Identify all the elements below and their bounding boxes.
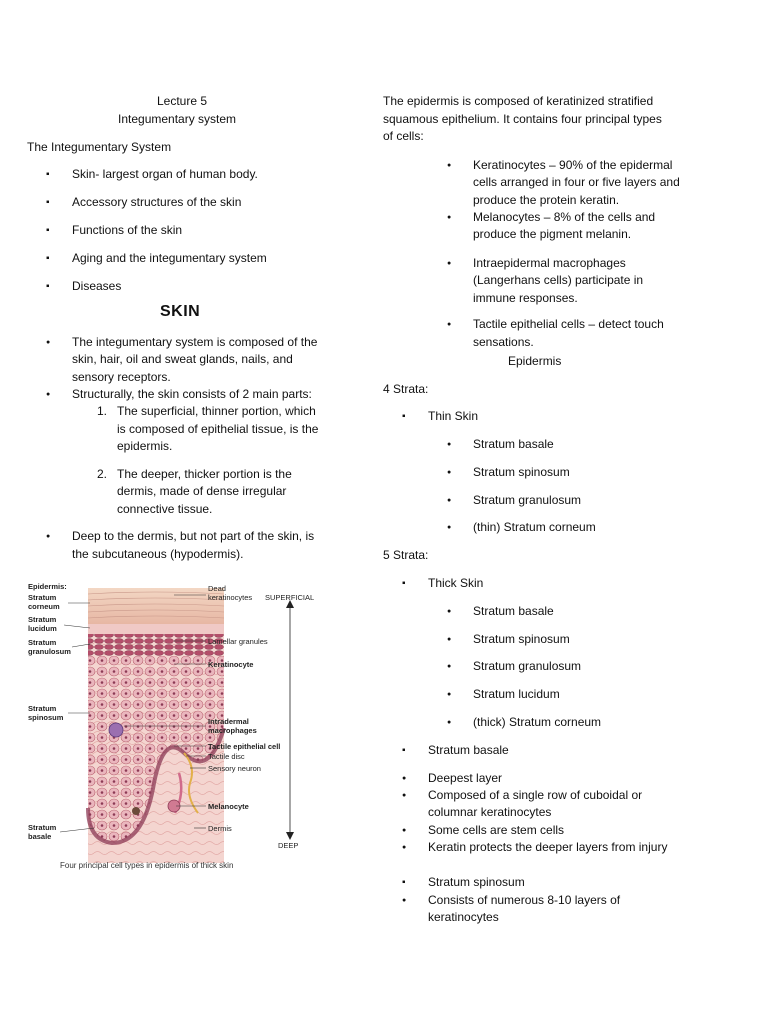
strata-4-label: 4 Strata: <box>383 382 429 396</box>
text-line: sensations. <box>473 335 534 349</box>
list-item: ● Stratum granulosum <box>473 658 581 675</box>
superficial-label: SUPERFICIAL <box>265 593 315 602</box>
text-line: The epidermis is composed of keratinized stratified <box>383 94 654 108</box>
item-number: 1. <box>97 404 108 418</box>
list-item: ● Stratum basale <box>473 436 554 453</box>
figure-label: keratinocytes <box>208 593 253 602</box>
text-line: (Langerhans cells) participate in <box>473 273 644 287</box>
text-line: columnar keratinocytes <box>428 805 552 819</box>
figure-label: lucidum <box>28 624 57 633</box>
figure-label: spinosum <box>28 713 64 722</box>
stratum-corneum-region <box>88 588 224 624</box>
section-title: The Integumentary System <box>27 140 172 154</box>
list-item: ● Some cells are stem cells <box>428 822 564 839</box>
list-item: ● (thin) Stratum corneum <box>473 519 596 536</box>
figure-label: Epidermis: <box>28 582 67 591</box>
text-line: immune responses. <box>473 291 578 305</box>
skin-heading: SKIN <box>160 303 201 320</box>
figure-caption: Four principal cell types in epidermis of thick skin <box>60 861 234 870</box>
text-line: sensory receptors. <box>72 370 171 384</box>
figure-label: corneum <box>28 602 60 611</box>
figure-label: Stratum <box>28 615 57 624</box>
list-item: ● Stratum spinosum <box>473 464 570 481</box>
text-line: dermis, made of dense irregular <box>117 484 287 498</box>
figure-label: macrophages <box>208 726 257 735</box>
item-number: 2. <box>97 467 108 481</box>
text-line: cells arranged in four or five layers and <box>473 175 680 189</box>
list-item: ● Deepest layer <box>428 770 502 787</box>
text-line: ● Deep to the dermis, but not part of the skin, is <box>72 528 314 545</box>
list-item: ▪ Accessory structures of the skin <box>72 194 241 211</box>
figure-label: Dermis <box>208 824 232 833</box>
figure-label: Stratum <box>28 704 57 713</box>
text-line: produce the protein keratin. <box>473 193 620 207</box>
list-item: ● Intraepidermal macrophages <box>473 255 626 272</box>
list-item: ● Melanocytes – 8% of the cells and <box>473 209 655 226</box>
figure-label: Lamellar granules <box>208 637 268 646</box>
strata-5-label: 5 Strata: <box>383 548 429 562</box>
list-item: ● Stratum granulosum <box>473 492 581 509</box>
figure-label: Stratum <box>28 593 57 602</box>
thin-skin-label: ▪ Thin Skin <box>428 408 478 425</box>
thick-skin-label: ▪ Thick Skin <box>428 575 483 592</box>
figure-label: Tactile disc <box>208 752 245 761</box>
list-item: ● Keratinocytes – 90% of the epidermal <box>473 157 672 174</box>
figure-label: Melanocyte <box>208 802 249 811</box>
figure-label: Stratum <box>28 638 57 647</box>
figure-label: Intradermal <box>208 717 249 726</box>
text-line: The superficial, thinner portion, which <box>117 404 316 418</box>
figure-label: Stratum <box>28 823 57 832</box>
text-line: produce the pigment melanin. <box>473 227 632 241</box>
list-item: ● Stratum spinosum <box>473 631 570 648</box>
list-item: ● Keratin protects the deeper layers from injury <box>428 839 667 856</box>
text-line: of cells: <box>383 129 424 143</box>
list-item: ● Stratum basale <box>473 603 554 620</box>
list-item: ● Tactile epithelial cells – detect touch <box>473 316 664 333</box>
epidermis-heading: Epidermis <box>508 354 562 368</box>
lecture-subject: Integumentary system <box>118 112 237 126</box>
text-line: epidermis. <box>117 439 173 453</box>
list-item: ● Composed of a single row of cuboidal or <box>428 787 642 804</box>
text-line: ● Structurally, the skin consists of 2 main parts: <box>72 386 312 403</box>
text-line: the subcutaneous (hypodermis). <box>72 547 244 561</box>
text-line: The deeper, thicker portion is the <box>117 467 292 481</box>
text-line: connective tissue. <box>117 502 213 516</box>
stratum-spinosum-heading: ▪ Stratum spinosum <box>428 874 525 891</box>
skin-figure <box>24 578 324 874</box>
figure-label: granulosum <box>28 647 71 656</box>
text-line: skin, hair, oil and sweat glands, nails, and <box>72 352 293 366</box>
list-item: ▪ Skin- largest organ of human body. <box>72 166 258 183</box>
figure-label: Dead <box>208 584 226 593</box>
list-item: ● (thick) Stratum corneum <box>473 714 601 731</box>
deep-label: DEEP <box>278 841 299 850</box>
list-item: ● Consists of numerous 8-10 layers of <box>428 892 620 909</box>
text-line: squamous epithelium. It contains four principal types <box>383 112 662 126</box>
list-item: ▪ Aging and the integumentary system <box>72 250 267 267</box>
figure-label: Keratinocyte <box>208 660 254 669</box>
stratum-basale-heading: ▪ Stratum basale <box>428 742 509 759</box>
list-item: ▪ Functions of the skin <box>72 222 182 239</box>
figure-label: Tactile epithelial cell <box>208 742 281 751</box>
list-item: ▪ Diseases <box>72 278 121 295</box>
stratum-lucidum-region <box>88 624 224 634</box>
text-line: ● The integumentary system is composed of the <box>72 334 317 351</box>
figure-label: basale <box>28 832 52 841</box>
stratum-granulosum-region <box>88 634 224 656</box>
text-line: keratinocytes <box>428 910 499 924</box>
list-item: ● Stratum lucidum <box>473 686 560 703</box>
lecture-number: Lecture 5 <box>157 94 208 108</box>
figure-label: Sensory neuron <box>208 764 261 773</box>
text-line: is composed of epithelial tissue, is the <box>117 422 319 436</box>
